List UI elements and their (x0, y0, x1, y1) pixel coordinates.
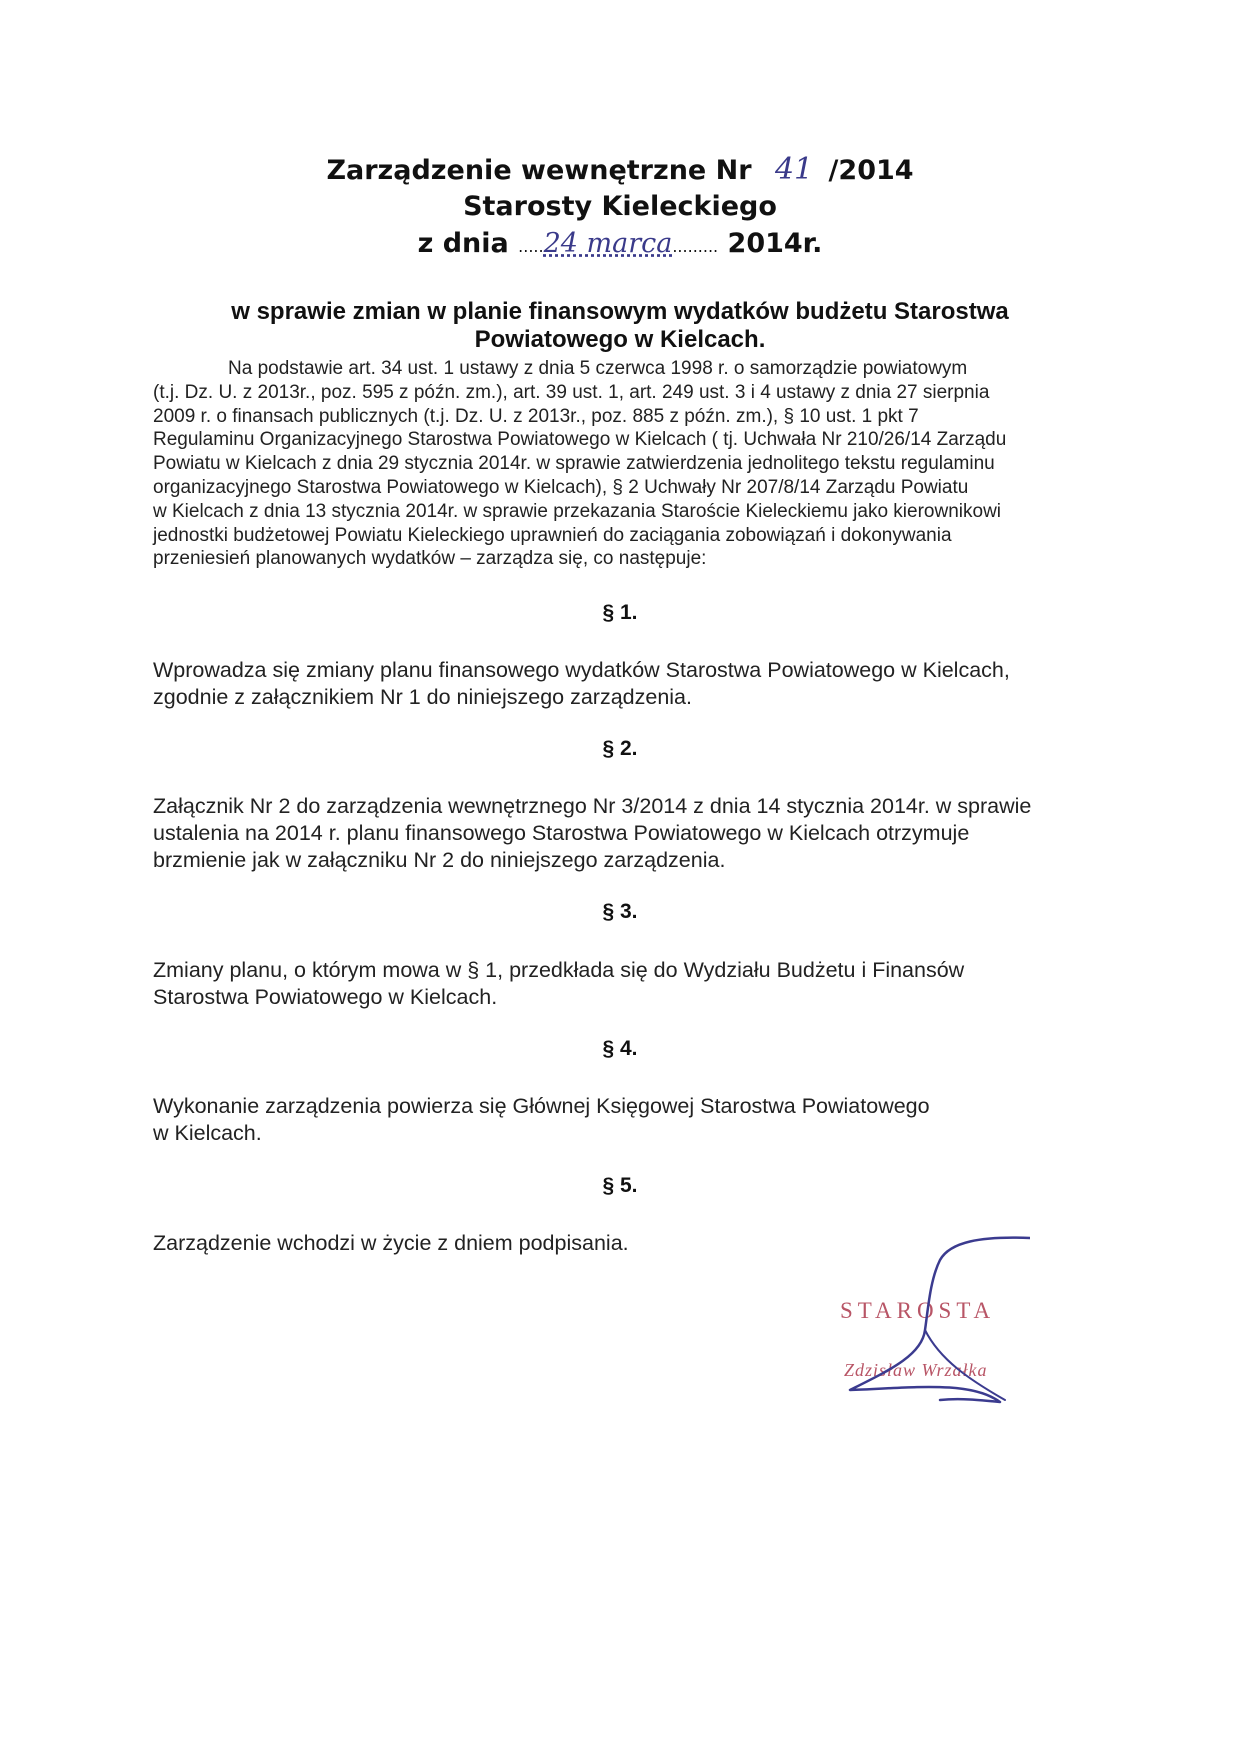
section-heading-4: § 4. (602, 1037, 638, 1060)
basis-line: (t.j. Dz. U. z 2013r., poz. 595 z późn. zm.), art. 39 ust. 1, art. 249 ust. 3 i 4 ustawy z dnia 27 sierpnia (153, 381, 990, 403)
date-line (0, 228, 1240, 259)
legal-basis-paragraph (153, 357, 1101, 571)
basis-line: Na podstawie art. 34 ust. 1 ustawy z dnia 5 czerwca 1998 r. o samorządzie powiatowym (228, 358, 968, 379)
section-line: Zarządzenie wchodzi w życie z dniem podpisania. (153, 1231, 629, 1255)
section-line: zgodnie z załącznikiem Nr 1 do niniejszego zarządzenia. (153, 685, 692, 709)
subject-line-2: Powiatowego w Kielcach. (474, 326, 766, 353)
basis-line: w Kielcach z dnia 13 stycznia 2014r. w sprawie przekazania Staroście Kieleckiemu jako kierownikowi (153, 500, 1002, 522)
section-line: brzmienie jak w załączniku Nr 2 do niniejszego zarządzenia. (153, 848, 726, 872)
basis-line: Powiatu w Kielcach z dnia 29 stycznia 2014r. w sprawie zatwierdzenia jednolitego tekstu regulaminu (153, 453, 995, 475)
date-prefix: z dnia (417, 228, 509, 259)
section-body-2 (153, 793, 1101, 874)
section-body-3 (153, 957, 1101, 1011)
basis-line: organizacyjnego Starostwa Powiatowego w Kielcach), § 2 Uchwały Nr 207/8/14 Zarządu Powiatu (153, 476, 969, 498)
section-line: Wprowadza się zmiany planu finansowego wydatków Starostwa Powiatowego w Kielcach, (153, 658, 1010, 682)
order-title-line (0, 152, 1240, 187)
order-year: /2014 (828, 155, 914, 186)
section-line: ustalenia na 2014 r. planu finansowego Starostwa Powiatowego w Kielcach otrzymuje (153, 821, 970, 845)
handwritten-signature (830, 1230, 1030, 1430)
section-heading-1: § 1. (602, 601, 638, 624)
section-line: Załącznik Nr 2 do zarządzenia wewnętrznego Nr 3/2014 z dnia 14 stycznia 2014r. w sprawie (153, 794, 1032, 818)
section-heading-3: § 3. (602, 900, 638, 923)
date-dots-before: ..... (518, 237, 544, 256)
basis-line: jednostki budżetowej Powiatu Kieleckiego uprawnień do zaciągania zobowiązań i dokonywania (153, 524, 952, 546)
handwritten-order-number: 41 (774, 152, 814, 187)
basis-line: przeniesień planowanych wydatków – zarządza się, co następuje: (153, 548, 707, 570)
official-stamp-title: STAROSTA (840, 1298, 996, 1323)
basis-line: Regulaminu Organizacyjnego Starostwa Powiatowego w Kielcach ( tj. Uchwała Nr 210/26/14 Zarządu (153, 429, 1007, 451)
order-title-prefix: Zarządzenie wewnętrzne Nr (326, 155, 752, 186)
section-heading-5: § 5. (602, 1174, 638, 1197)
handwritten-date: 24 marca (543, 228, 673, 259)
section-line: Starostwa Powiatowego w Kielcach. (153, 985, 498, 1009)
official-stamp-name: Zdzisław Wrzałka (844, 1360, 988, 1380)
section-line: Wykonanie zarządzenia powierza się Głównej Księgowej Starostwa Powiatowego (153, 1094, 930, 1118)
date-dots-after: ......... (672, 237, 719, 256)
issuer-line: Starosty Kieleckiego (463, 191, 777, 222)
basis-line: 2009 r. o finansach publicznych (t.j. Dz. U. z 2013r., poz. 885 z późn. zm.), § 10 ust. 1 pkt 7 (153, 405, 919, 427)
section-line: Zmiany planu, o którym mowa w § 1, przedkłada się do Wydziału Budżetu i Finansów (153, 958, 965, 982)
section-body-4 (153, 1093, 1101, 1147)
section-heading-2: § 2. (602, 737, 638, 760)
date-year: 2014r. (727, 228, 823, 259)
section-line: w Kielcach. (153, 1121, 262, 1145)
section-body-1 (153, 657, 1101, 711)
subject-line-1: w sprawie zmian w planie finansowym wydatków budżetu Starostwa (231, 298, 1009, 325)
